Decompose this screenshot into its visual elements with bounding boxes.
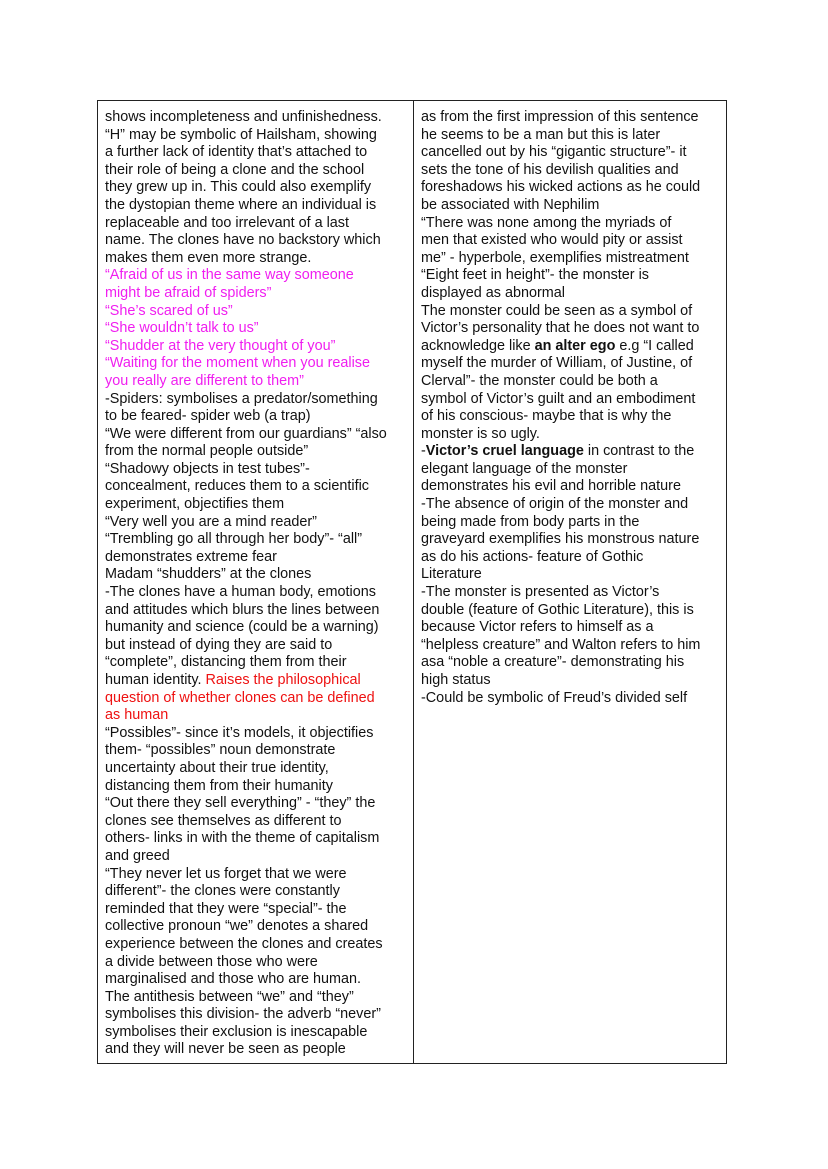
text-line: reminded that they were “special”- the — [105, 900, 347, 917]
left-column-cell — [98, 101, 414, 1063]
text-line: clones see themselves as different to — [105, 812, 342, 829]
text-line: foreshadows his wicked actions as he could — [421, 179, 701, 196]
text-line — [105, 320, 413, 338]
text-line: men that existed who would pity or assist — [421, 232, 683, 249]
red-highlight-text: question of whether clones can be defined — [105, 689, 375, 706]
text-line: experience between the clones and creates — [105, 935, 383, 952]
text-line: demonstrates extreme fear — [105, 548, 277, 565]
text-line: “There was none among the myriads of — [421, 214, 672, 231]
text-segment: in contrast to the — [583, 443, 695, 460]
text-line: cancelled out by his “gigantic structure”- it — [421, 144, 687, 161]
text-line: Clerval”- the monster could be both a — [421, 372, 658, 389]
text-line: makes them even more strange. — [105, 249, 312, 266]
text-line — [105, 355, 413, 373]
text-line: “complete”, distancing them from their — [105, 654, 347, 671]
text-line: them- “possibles” noun demonstrate — [105, 742, 336, 759]
text-line: as do his actions- feature of Gothic — [421, 548, 644, 565]
highlighted-quote: “She’s scared of us” — [105, 302, 233, 319]
text-line: uncertainty about their true identity, — [105, 759, 329, 776]
text-line: different”- the clones were constantly — [105, 883, 340, 900]
text-line — [105, 707, 413, 725]
text-line: name. The clones have no backstory which — [105, 232, 381, 249]
text-line — [105, 303, 413, 321]
highlighted-quote: “Afraid of us in the same way someone — [105, 267, 354, 284]
text-line: “Eight feet in height”- the monster is — [421, 267, 649, 284]
text-line: because Victor refers to himself as a — [421, 619, 654, 636]
text-line — [421, 338, 726, 356]
text-line: -Could be symbolic of Freud’s divided self — [421, 689, 688, 706]
text-line: and they will never be seen as people — [105, 1041, 346, 1058]
highlighted-quote: might be afraid of spiders” — [105, 284, 272, 301]
notes-table — [97, 100, 727, 1064]
bold-text: Victor’s cruel language — [425, 443, 584, 460]
text-line: Literature — [421, 566, 482, 583]
text-line: -The monster is presented as Victor’s — [421, 584, 660, 601]
text-line: replaceable and too irrelevant of a last — [105, 214, 349, 231]
text-line: symbolises this division- the adverb “never” — [105, 1006, 381, 1023]
text-segment: acknowledge like — [421, 337, 535, 354]
text-segment: human identity. — [105, 672, 206, 688]
text-line: a divide between those who were — [105, 953, 318, 970]
text-line: be associated with Nephilim — [421, 196, 600, 213]
text-line: as from the first impression of this sentence — [421, 109, 699, 125]
text-line: being made from body parts in the — [421, 513, 640, 530]
text-line: “Possibles”- since it’s models, it objectifies — [105, 724, 374, 741]
text-line: The antithesis between “we” and “they” — [105, 988, 354, 1005]
text-line: “Shadowy objects in test tubes”- — [105, 460, 310, 477]
red-highlight-text: Raises the philosophical — [205, 672, 361, 688]
text-line: “helpless creature” and Walton refers to him — [421, 636, 701, 653]
text-line: -The clones have a human body, emotions — [105, 584, 376, 601]
text-line: asa “noble a creature”- demonstrating his — [421, 654, 685, 671]
text-line: myself the murder of William, of Justine, of — [421, 355, 693, 372]
text-line — [105, 373, 413, 391]
text-line: and greed — [105, 847, 170, 864]
text-line: The monster could be seen as a symbol of — [421, 302, 693, 319]
text-line: and attitudes which blurs the lines between — [105, 601, 380, 618]
text-line: others- links in with the theme of capitalism — [105, 830, 380, 847]
text-line: concealment, reduces them to a scientific — [105, 478, 369, 495]
text-segment: e.g “I called — [615, 337, 694, 354]
text-line: humanity and science (could be a warning) — [105, 619, 379, 636]
right-column-cell — [414, 101, 726, 1063]
bold-text: an alter ego — [534, 337, 616, 354]
text-line: monster is so ugly. — [421, 425, 540, 442]
text-line: Victor’s personality that he does not want to — [421, 320, 700, 337]
text-line: “Trembling go all through her body”- “all” — [105, 531, 363, 548]
text-line: from the normal people outside” — [105, 443, 309, 460]
text-line: -The absence of origin of the monster and — [421, 496, 689, 513]
red-highlight-text: as human — [105, 707, 169, 724]
text-line — [105, 285, 413, 303]
highlighted-quote: “She wouldn’t talk to us” — [105, 320, 259, 337]
text-line: their role of being a clone and the school — [105, 161, 365, 178]
text-line: “H” may be symbolic of Hailsham, showing — [105, 126, 377, 143]
text-line: marginalised and those who are human. — [105, 971, 361, 988]
highlighted-quote: you really are different to them” — [105, 372, 304, 389]
highlighted-quote: “Shudder at the very thought of you” — [105, 337, 336, 354]
text-line — [105, 690, 413, 708]
text-line — [105, 672, 413, 690]
text-line: experiment, objectifies them — [105, 496, 285, 513]
text-line: to be feared- spider web (a trap) — [105, 408, 311, 425]
text-line: the dystopian theme where an individual is — [105, 196, 377, 213]
text-line — [421, 443, 726, 461]
text-line: -Spiders: symbolises a predator/something — [105, 390, 378, 407]
text-line — [105, 338, 413, 356]
text-line: me” - hyperbole, exemplifies mistreatment — [421, 249, 689, 266]
text-line: shows incompleteness and unfinishedness. — [105, 109, 382, 125]
text-line: double (feature of Gothic Literature), this is — [421, 601, 694, 618]
text-line: Madam “shudders” at the clones — [105, 566, 312, 583]
highlighted-quote: “Waiting for the moment when you realise — [105, 355, 371, 372]
text-segment: - — [421, 443, 426, 460]
text-line: displayed as abnormal — [421, 284, 565, 301]
text-line: symbol of Victor’s guilt and an embodiment — [421, 390, 696, 407]
text-line: they grew up in. This could also exemplify — [105, 179, 372, 196]
text-line: elegant language of the monster — [421, 460, 628, 477]
text-line: symbolises their exclusion is inescapable — [105, 1023, 368, 1040]
text-line: demonstrates his evil and horrible nature — [421, 478, 681, 495]
text-line: collective pronoun “we” denotes a shared — [105, 918, 369, 935]
text-line: “Very well you are a mind reader” — [105, 513, 317, 530]
text-line: a further lack of identity that’s attached to — [105, 144, 368, 161]
text-line: distancing them from their humanity — [105, 777, 333, 794]
text-line: sets the tone of his devilish qualities and — [421, 161, 679, 178]
text-line: graveyard exemplifies his monstrous nature — [421, 531, 700, 548]
text-line: high status — [421, 672, 491, 688]
text-line: of his conscious- maybe that is why the — [421, 408, 672, 425]
text-line: “They never let us forget that we were — [105, 865, 347, 882]
text-line: but instead of dying they are said to — [105, 636, 333, 653]
text-line — [105, 267, 413, 285]
text-line: “Out there they sell everything” - “they” the — [105, 795, 376, 812]
text-line: “We were different from our guardians” “also — [105, 425, 387, 442]
text-line: he seems to be a man but this is later — [421, 126, 661, 143]
